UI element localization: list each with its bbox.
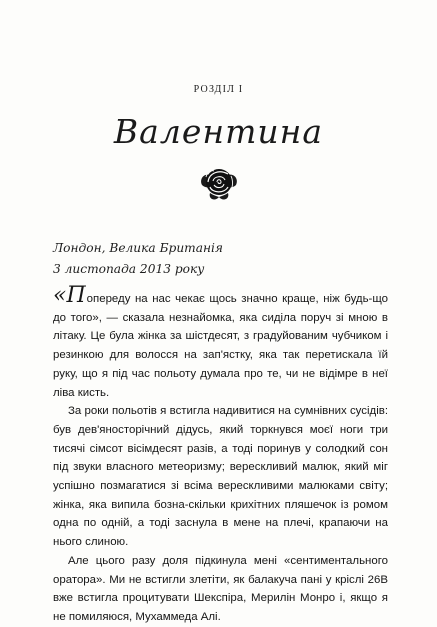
paragraph-text: За роки польотів я встигла надивитися на сумнівних сусідів: був дев'яносторічний дідусь, який торкнувся моєї ноги три тисячі сімсот вісімдесят разів, а тоді поринув у солодкий сон під звуки власного метеоризму; верескливий малюк, який міг успішно позмагатися зі всіма верескливими малюками світу; жінка, яка випила бозна-скільки крихітних пляшечок із ромом одна по одній, а тоді заснула в мене на плечі, крапаючи на нього слиною.: [53, 405, 388, 549]
chapter-label: РОЗДІЛ І: [193, 84, 244, 95]
paragraph: [53, 552, 388, 627]
location-dateline: [53, 238, 393, 280]
opening-initial: «П: [53, 283, 86, 308]
chapter-body: [53, 283, 388, 627]
chapter-title: Валентина: [113, 112, 324, 151]
paragraph: [53, 283, 388, 402]
location-place: Лондон, Велика Британія: [53, 241, 223, 255]
paragraph: [53, 402, 388, 552]
paragraph-text: опереду на нас чекає щось значно краще, ніж будь-що до того», — сказала незнайомка, яка сиділа поруч зі мною в літаку. Це була жінка за шістдесят, з градуйованим чубчиком і резинкою для волосся на зап'ястку, яка так перетискала їй руку, що я під час польоту думала про те, чи не відімре в неї ліва кисть.: [53, 293, 388, 399]
location-date: 3 листопада 2013 року: [53, 262, 205, 276]
paragraph-text: Але цього разу доля підкинула мені «сентиментального оратора». Ми не встигли злетіти, як балакуча пані у кріслі 26B вже встигла процитувати Шекспіра, Мерилін Монро і, якщо я не помиляюся, Мухаммеда Алі.: [53, 554, 388, 623]
rose-icon: [198, 163, 240, 203]
